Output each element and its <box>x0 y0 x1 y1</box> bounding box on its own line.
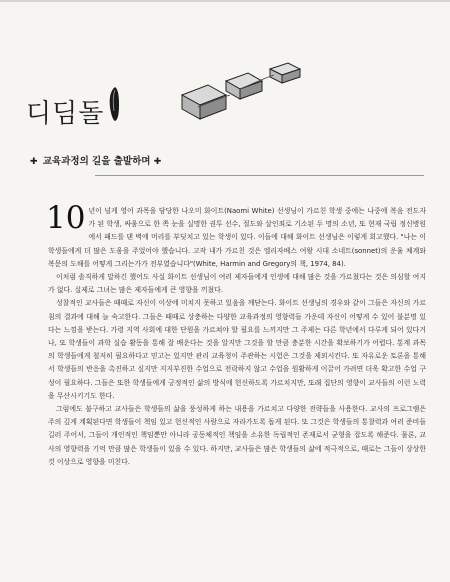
paragraph: 이처럼 솔직하게 말하긴 했어도 사실 화이트 선생님이 여러 제자들에게 인생에 대해 많은 것을 가르쳤다는 것은 의심할 여지가 없다. 실제로 그녀는 많은 제자들에게 큰 영향을 끼쳤다. <box>48 273 426 295</box>
cross-bullet-icon: ✚ <box>30 157 38 167</box>
chapter-header <box>0 55 450 135</box>
paragraph: 성찰적인 교사들은 때때로 자신이 이상에 미치지 못하고 있음을 깨닫는다. 화이트 선생님의 경우와 같이 그들은 자신의 가르침의 결과에 대해 늘 숙고한다. 그들은 때때로 상충하는 다양한 교육과정의 영향력들 가운데 자신이 어떻게 수 있어 불분명 있다는 느낌을 받는다. 가령 지역 사회에 대한 단원을 가르쳐야 할 필요를 느끼지만 그 주제는 다른 학년에서 다루게 되어 있다거나, 또 학생들이 과학 실습 활동을 통해 잘 배운다는 것을 알지만 그것을 할 만큼 충분한 시간을 확보하기가 어렵다. 통계 과목의 학생들에게 철저히 필요하다고 믿고는 있지만 관리 교육청이 주관하는 시험은 그것을 제외시킨다. 또 자유로운 토론을 통해서 학생들의 반응을 촉진하고 싶지만 지지부진한 수업으로 전락하지 않고 수업을 원활하게 이끌어 가려면 더욱 확고한 수업 구성이 필요하다. 그들은 또한 학생들에게 긍정적인 삶의 방식에 헌신하도록 가르치지만, 또래 집단의 영향이 교사들의 이런 노력을 무산시키기도 한다. <box>48 299 426 400</box>
top-border <box>0 0 450 2</box>
drop-cap: 10 <box>46 200 86 236</box>
cross-bullet-icon: ✚ <box>153 157 162 167</box>
section-heading-text: 교육과정의 길을 출발하며 <box>42 156 151 167</box>
title-divider <box>95 175 424 176</box>
paragraph-text: 년이 넘게 영어 과목을 담당한 나오미 화이트(Naomi White) 선생님이 가르친 학생 중에는 나중에 복음 전도자가 된 학생, 싸움으로 한 쪽 눈을 실명한 권투 선수, 절도와 살인죄로 기소된 두 명의 소년, 또 현재 국립 정신병원에서 패드를 댄 벽에 머리를 부딪치고 있는 학생이 있다. 이들에 대해 화이트 선생님은 이렇게 회고했다. "나는 이 학생들에게 더 많은 도움을 주었어야 했습니다. 고작 내가 가르친 것은 엘리자베스 여왕 시대 소네트(sonnet)의 운율 체계와 복문의 도해를 어떻게 그리는가가 전부였습니다"(White, Harmin and Gregory의 책, 1974, 84). <box>48 207 426 268</box>
stepping-blocks-icon <box>178 55 328 135</box>
chapter-one-icon <box>106 85 122 123</box>
page-title: 디딤돌 <box>26 99 105 129</box>
body-text <box>46 200 426 469</box>
section-heading <box>30 153 163 167</box>
paragraph <box>46 200 426 271</box>
paragraph: 그럼에도 불구하고 교사들은 학생들의 삶을 풍성하게 하는 내용을 가르치고 다양한 전략들을 사용한다. 교사의 프로그램은 주의 깊게 계획된다면 학생들이 책임 있고 헌신적인 사람으로 자라가도록 돕게 된다. 또 그것은 학생들의 통찰력과 여러 준비들 길러 주어서, 그들이 개인적인 책임뿐만 아니라 공동체적인 책임을 소유한 독립적인 존재로서 균형을 잡도록 해준다. 물론, 교사의 영향력을 기억 만큼 많은 학생들이 있을 수 있다. 하지만, 교사들은 많은 학생들의 삶에 적극적으로, 때로는 그들이 상상한 것 이상으로 영향을 미친다. <box>48 405 426 466</box>
